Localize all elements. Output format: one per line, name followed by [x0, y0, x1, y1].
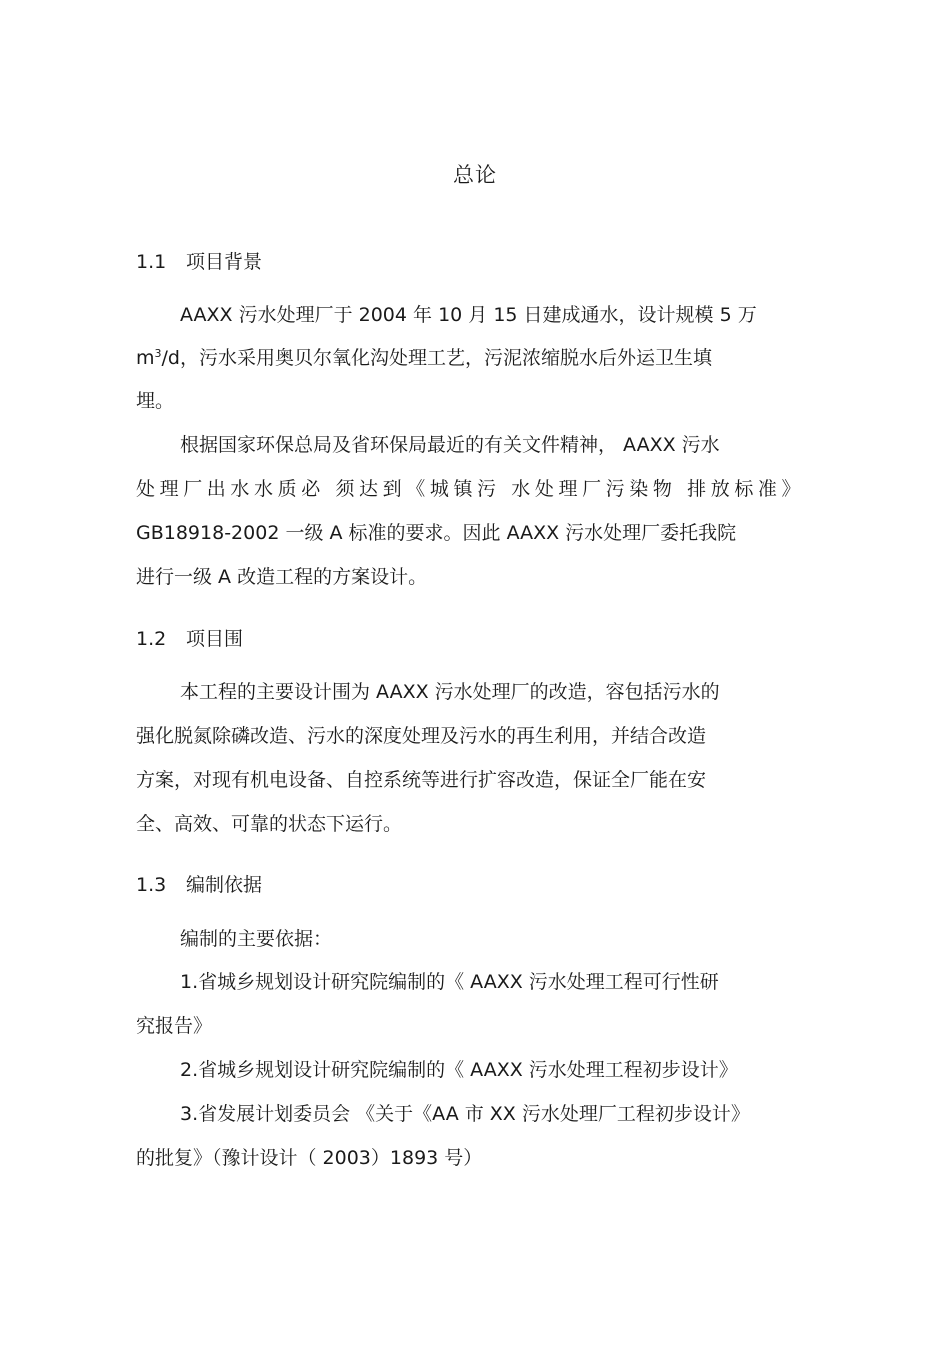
text-line: AAXX 污水处理厂于 2004 年 10 月 15 日建成通水，设计规模 5 万	[180, 304, 757, 326]
text-line: 进行一级 A 改造工程的方案设计。	[136, 566, 428, 588]
text-line	[136, 343, 712, 373]
section-title: 编制依据	[186, 874, 263, 896]
text-line: 埋。	[136, 390, 175, 412]
text-line: 根据国家环保总局及省环保局最近的有关文件精神， AAXX 污水	[180, 434, 720, 456]
page-title: 总论	[453, 163, 497, 187]
text-line: 本工程的主要设计围为 AAXX 污水处理厂的改造，容包括污水的	[180, 681, 720, 703]
section-title: 项目围	[186, 628, 244, 650]
section-heading-1-2	[136, 624, 243, 654]
section-heading-1-1	[136, 247, 262, 277]
text-line: 方案，对现有机电设备、自控系统等进行扩容改造，保证全厂能在安	[136, 769, 707, 791]
text-line-rest: /d，污水采用奥贝尔氧化沟处理工艺，污泥浓缩脱水后外运卫生填	[161, 347, 712, 369]
text-line: 全、高效、可靠的状态下运行。	[136, 813, 403, 835]
text-line: 强化脱氮除磷改造、污水的深度处理及污水的再生利用，并结合改造	[136, 725, 707, 747]
section-number: 1.3	[136, 874, 167, 896]
unit-base: m	[136, 347, 155, 369]
unit-superscript: 3	[154, 347, 162, 360]
text-line: 3.省发展计划委员会 《关于《AA 市 XX 污水处理厂工程初步设计》	[180, 1103, 750, 1125]
section-number: 1.2	[136, 628, 167, 650]
text-line: 究报告》	[136, 1015, 213, 1037]
text-line: 编制的主要依据：	[180, 928, 333, 950]
text-line: 1.省城乡规划设计研究院编制的《 AAXX 污水处理工程可行性研	[180, 971, 719, 993]
text-line: 2.省城乡规划设计研究院编制的《 AAXX 污水处理工程初步设计》	[180, 1059, 738, 1081]
text-line: GB18918-2002 一级 A 标准的要求。因此 AAXX 污水处理厂委托我院	[136, 522, 737, 544]
section-title: 项目背景	[186, 251, 263, 273]
section-number: 1.1	[136, 251, 167, 273]
text-line: 的批复》（豫计设计（ 2003）1893 号）	[136, 1147, 483, 1169]
text-line: 处理厂出水水质必 须达到《城镇污 水处理厂污染物 排放标准》	[136, 478, 806, 500]
section-heading-1-3	[136, 870, 262, 900]
